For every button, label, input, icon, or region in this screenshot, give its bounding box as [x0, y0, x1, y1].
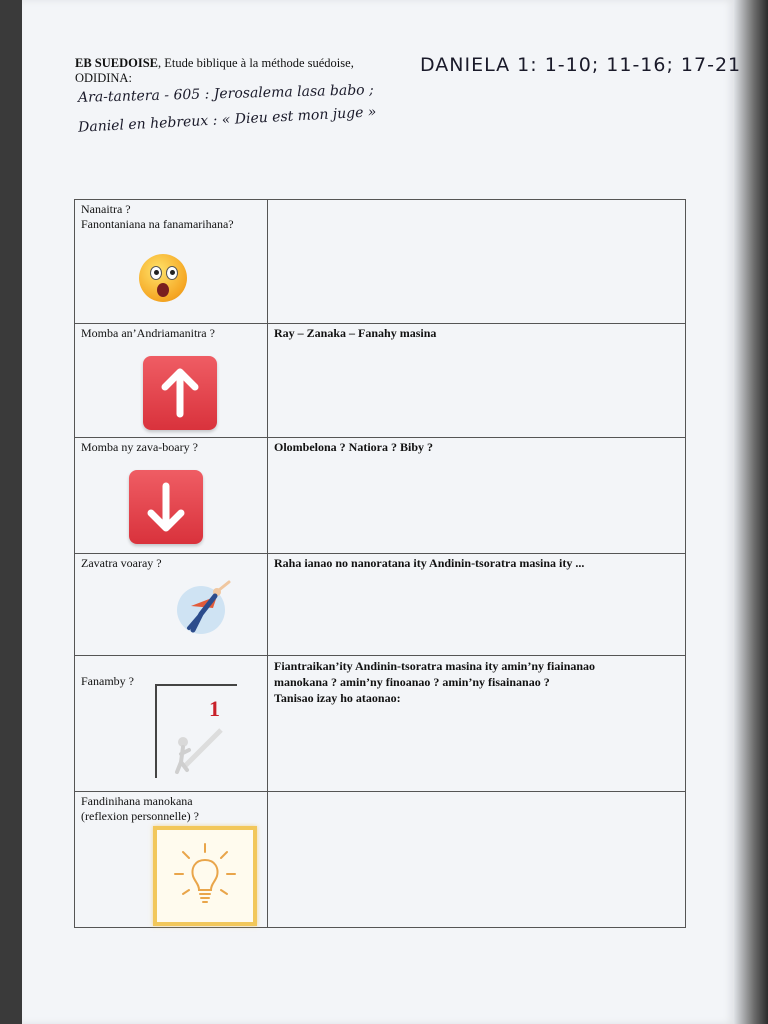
answer-cell	[268, 554, 686, 656]
stairs-icon	[155, 684, 237, 778]
document-header	[75, 56, 354, 86]
table-row	[75, 554, 686, 656]
question-cell	[75, 656, 268, 792]
header-title-rest: , Etude biblique à la méthode suédoise,	[158, 56, 354, 70]
answer-text: Tanisao izay ho ataonao:	[274, 691, 401, 705]
flying-hero-icon	[171, 578, 241, 642]
answer-text: Raha ianao no nanoratana ity Andinin-tsoratra masina ity ...	[274, 556, 585, 570]
answer-cell	[268, 324, 686, 438]
handwritten-note-2: Daniel en hebreux : « Dieu est mon juge »	[77, 104, 377, 136]
scan-edge	[734, 0, 768, 1024]
answer-text: Ray – Zanaka – Fanahy masina	[274, 326, 437, 340]
table-row	[75, 656, 686, 792]
question-label: Fanontaniana na fanamarihana?	[81, 217, 234, 231]
question-cell	[75, 792, 268, 928]
answer-text: Fiantraikan’ity Andinin-tsoratra masina ity amin’ny fiainanao	[274, 659, 596, 673]
answer-cell	[268, 792, 686, 928]
question-label: Nanaitra ?	[81, 202, 131, 216]
arrow-up-icon	[143, 356, 217, 430]
lightbulb-icon	[153, 826, 257, 926]
table-row	[75, 200, 686, 324]
table-row	[75, 324, 686, 438]
study-table	[74, 199, 686, 928]
question-label: (reflexion personnelle) ?	[81, 809, 199, 823]
question-label: Momba ny zava-boary ?	[81, 440, 198, 454]
answer-text: Olombelona ? Natiora ? Biby ?	[274, 440, 434, 454]
header-odidina: ODIDINA:	[75, 71, 132, 85]
question-label: Fandinihana manokana	[81, 794, 193, 808]
question-label: Fanamby ?	[81, 674, 134, 688]
answer-cell	[268, 200, 686, 324]
answer-cell	[268, 656, 686, 792]
question-label: Momba an’Andriamanitra ?	[81, 326, 215, 340]
answer-text: manokana ? amin’ny finoanao ? amin’ny fisainanao ?	[274, 675, 550, 689]
arrow-down-icon	[129, 470, 203, 544]
surprised-face-icon	[139, 254, 187, 302]
question-cell	[75, 200, 268, 324]
handwritten-reference: DANIELA 1: 1-10; 11-16; 17-21	[420, 54, 742, 76]
answer-cell	[268, 438, 686, 554]
question-cell	[75, 324, 268, 438]
header-title-bold: EB SUEDOISE	[75, 56, 159, 70]
question-cell	[75, 554, 268, 656]
table-row	[75, 438, 686, 554]
question-label: Zavatra voaray ?	[81, 556, 162, 570]
header-title	[75, 56, 354, 71]
question-cell	[75, 438, 268, 554]
stairs-number: 1	[209, 696, 220, 721]
table-row	[75, 792, 686, 928]
handwritten-note-1: Ara-tantera - 605 : Jerosalema lasa babo ;	[77, 82, 375, 106]
